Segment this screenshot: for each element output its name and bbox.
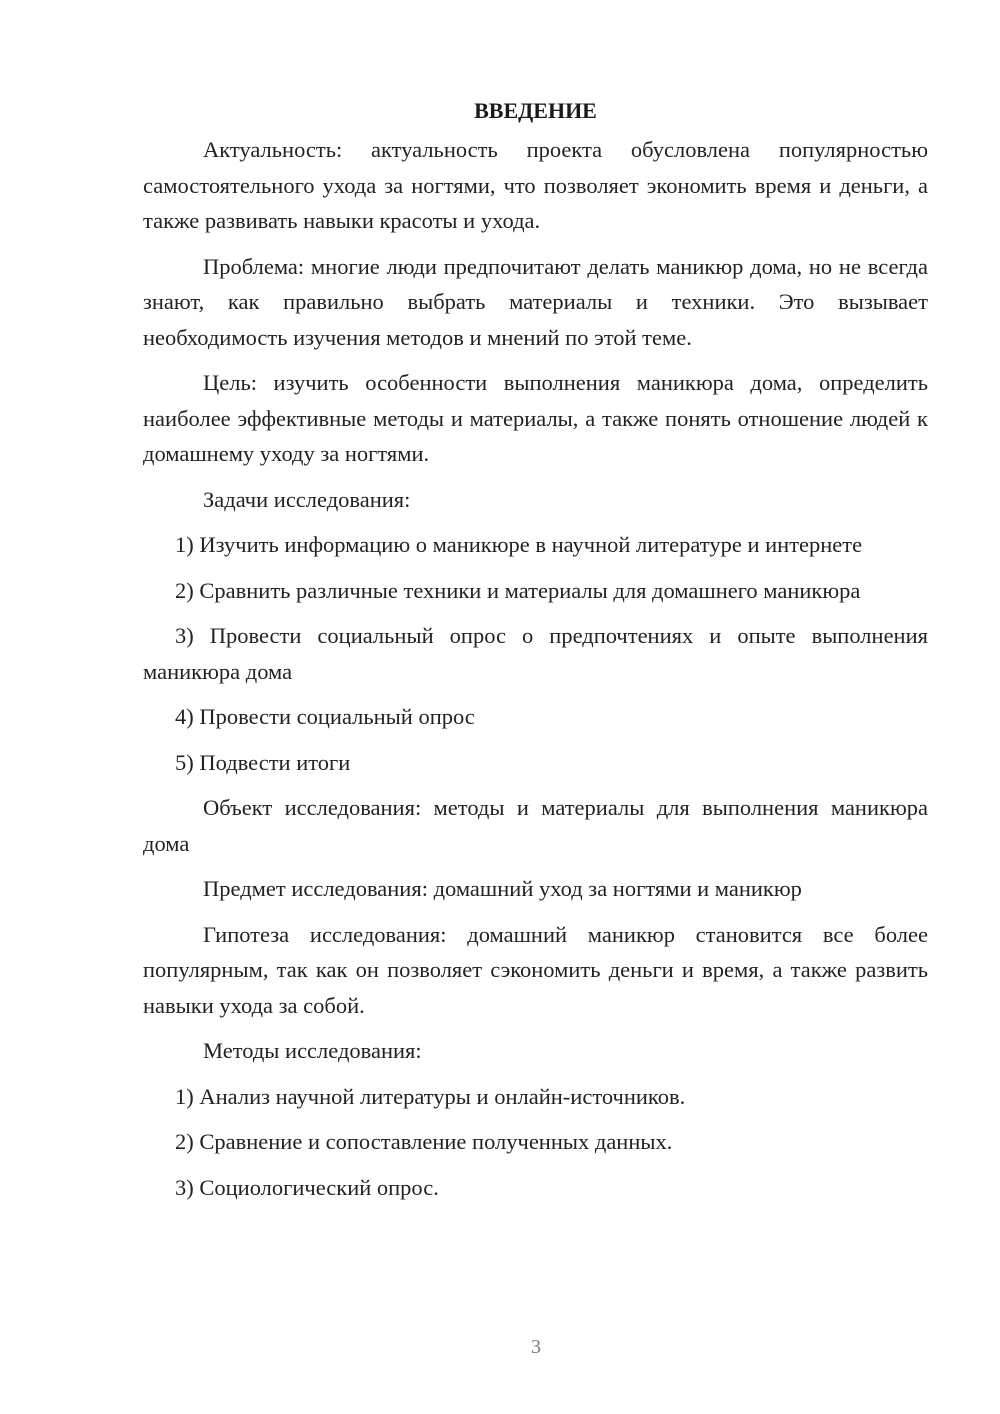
task-item-5: 5) Подвести итоги xyxy=(175,749,351,775)
method-item-2: 2) Сравнение и сопоставление полученных данных. xyxy=(175,1129,673,1154)
document-page xyxy=(143,96,928,1215)
task-item-1: 1) Изучить информацию о маникюре в научной литературе и интернете xyxy=(175,532,863,557)
page-number: 3 xyxy=(531,1336,541,1358)
methods-heading: Методы исследования: xyxy=(203,1038,422,1063)
task-item-2: 2) Сравнить различные техники и материалы для домашнего маникюра xyxy=(175,577,861,603)
problem-paragraph: Проблема: многие люди предпочитают делать маникюр дома, но не всегда знают, как правильно выбрать материалы и техники. Это вызывает необходимость изучения методов и мнений по этой теме. xyxy=(143,253,928,350)
task-item-3: 3) Провести социальный опрос о предпочтениях и опыте выполнения маникюра дома xyxy=(143,623,928,684)
goal-paragraph: Цель: изучить особенности выполнения маникюра дома, определить наиболее эффективные методы и материалы, а также понять отношение людей к домашнему уходу за ногтями. xyxy=(143,370,928,466)
object-paragraph: Объект исследования: методы и материалы для выполнения маникюра дома xyxy=(143,795,928,856)
subject-paragraph: Предмет исследования: домашний уход за ногтями и маникюр xyxy=(203,876,802,901)
tasks-heading: Задачи исследования: xyxy=(203,486,411,512)
method-item-3: 3) Социологический опрос. xyxy=(175,1174,439,1200)
relevance-paragraph: Актуальность: актуальность проекта обусловлена популярностью самостоятельного ухода за ногтями, что позволяет экономить время и деньги, а также развивать навыки красоты и ухода. xyxy=(143,137,928,233)
hypothesis-paragraph: Гипотеза исследования: домашний маникюр становится все более популярным, так как он позволяет сэкономить деньги и время, а также развить навыки ухода за собой. xyxy=(143,921,928,1018)
task-item-4: 4) Провести социальный опрос xyxy=(175,704,475,729)
method-item-1: 1) Анализ научной литературы и онлайн-источников. xyxy=(175,1083,686,1109)
page-title: ВВЕДЕНИЕ xyxy=(474,98,597,123)
